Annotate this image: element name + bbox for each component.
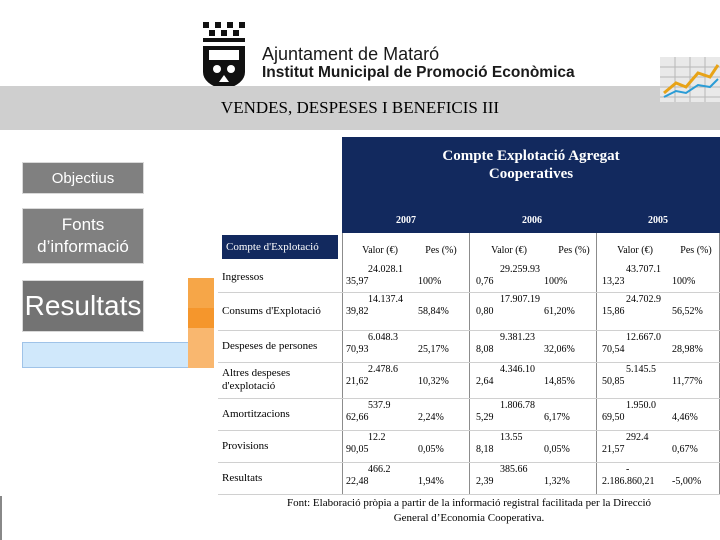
value-upper: 9.381.23 xyxy=(500,332,535,343)
corner-label: Compte d'Explotació xyxy=(226,241,319,253)
page-title-wrap xyxy=(0,86,720,130)
year-label: 2006 xyxy=(522,215,542,226)
weight-value: -5,00% xyxy=(672,476,702,487)
weight-value: 100% xyxy=(544,276,568,287)
row-label: Consums d'Explotació xyxy=(222,304,321,317)
weight-value: 1,94% xyxy=(418,476,444,487)
footnote xyxy=(218,496,720,526)
sidebar-item-label: Objectius xyxy=(51,169,115,187)
value-upper: 12.2 xyxy=(368,432,386,443)
value-lower: 15,86 xyxy=(602,306,625,317)
weight-value: 0,05% xyxy=(544,444,570,455)
value-lower: 62,66 xyxy=(346,412,369,423)
value-upper: 17.907.19 xyxy=(500,294,540,305)
weight-value: 58,84% xyxy=(418,306,449,317)
sidebar-item-label: Fonts d’informació xyxy=(37,215,129,256)
value-lower: 22,48 xyxy=(346,476,369,487)
value-upper: 14.137.4 xyxy=(368,294,403,305)
sidebar-item-resultats[interactable] xyxy=(22,280,144,332)
value-lower: 50,85 xyxy=(602,376,625,387)
weight-value: 28,98% xyxy=(672,344,703,355)
row-label: Altres despeses d'explotació xyxy=(222,367,291,392)
col-header-weight: Pes (%) xyxy=(680,245,712,256)
accent-block xyxy=(188,328,214,368)
page-edge xyxy=(0,496,2,540)
value-upper: 24.702.9 xyxy=(626,294,661,305)
sidebar-item-fonts-informacio[interactable] xyxy=(22,208,144,264)
value-lower: 2.186.860,21 xyxy=(602,476,655,487)
col-header-value: Valor (€) xyxy=(617,245,653,256)
value-lower: 70,54 xyxy=(602,344,625,355)
value-upper: 13.55 xyxy=(500,432,523,443)
value-lower: 5,29 xyxy=(476,412,494,423)
weight-value: 100% xyxy=(418,276,442,287)
value-lower: 21,62 xyxy=(346,376,369,387)
weight-value: 32,06% xyxy=(544,344,575,355)
row-label: Ingressos xyxy=(222,270,264,283)
sidebar-item-objectius[interactable] xyxy=(22,162,144,194)
weight-value: 25,17% xyxy=(418,344,449,355)
col-header-value: Valor (€) xyxy=(362,245,398,256)
years-band xyxy=(342,195,720,233)
org-name xyxy=(262,44,575,82)
org-name-line2: Institut Municipal de Promoció Econòmica xyxy=(262,64,575,81)
weight-value: 1,32% xyxy=(544,476,570,487)
accent-block xyxy=(188,308,214,328)
value-upper: 6.048.3 xyxy=(368,332,398,343)
value-lower: 90,05 xyxy=(346,444,369,455)
value-lower: 69,50 xyxy=(602,412,625,423)
table-title-line2: Cooperatives xyxy=(488,166,574,182)
value-upper: 292.4 xyxy=(626,432,649,443)
value-upper: 24.028.1 xyxy=(368,264,403,275)
col-header-weight: Pes (%) xyxy=(558,245,590,256)
grid-line xyxy=(342,233,343,495)
value-lower: 0,76 xyxy=(476,276,494,287)
row-label: Provisions xyxy=(222,439,269,452)
weight-value: 6,17% xyxy=(544,412,570,423)
value-lower: 35,97 xyxy=(346,276,369,287)
value-upper: - xyxy=(626,464,630,475)
value-lower: 13,23 xyxy=(602,276,625,287)
grid-line xyxy=(596,233,597,495)
accent-block xyxy=(188,278,214,308)
weight-value: 10,32% xyxy=(418,376,449,387)
value-lower: 2,64 xyxy=(476,376,494,387)
table-title xyxy=(342,147,720,183)
value-lower: 8,18 xyxy=(476,444,494,455)
weight-value: 0,05% xyxy=(418,444,444,455)
weight-value: 11,77% xyxy=(672,376,703,387)
col-header-weight: Pes (%) xyxy=(425,245,457,256)
weight-value: 14,85% xyxy=(544,376,575,387)
table-title-line1: Compte Explotació Agregat xyxy=(442,148,620,164)
footnote-line1: Font: Elaboració pròpia a partir de la informació registral facilitada per la Direcció xyxy=(286,497,652,509)
value-lower: 39,82 xyxy=(346,306,369,317)
value-upper: 466.2 xyxy=(368,464,391,475)
value-upper: 1.950.0 xyxy=(626,400,656,411)
value-lower: 2,39 xyxy=(476,476,494,487)
value-lower: 0,80 xyxy=(476,306,494,317)
value-upper: 1.806.78 xyxy=(500,400,535,411)
page-title: VENDES, DESPESES I BENEFICIS III xyxy=(220,98,500,117)
row-label: Resultats xyxy=(222,471,263,484)
sidebar-selection-bar[interactable] xyxy=(22,342,190,368)
grid-line xyxy=(469,233,470,495)
weight-value: 61,20% xyxy=(544,306,575,317)
value-upper: 2.478.6 xyxy=(368,364,398,375)
value-lower: 8,08 xyxy=(476,344,494,355)
weight-value: 100% xyxy=(672,276,696,287)
weight-value: 56,52% xyxy=(672,306,703,317)
org-name-line1: Ajuntament de Mataró xyxy=(262,44,440,64)
row-label: Amortitzacions xyxy=(222,407,290,420)
year-label: 2005 xyxy=(648,215,668,226)
value-upper: 12.667.0 xyxy=(626,332,661,343)
row-label: Despeses de persones xyxy=(222,339,318,352)
year-label: 2007 xyxy=(396,215,416,226)
weight-value: 0,67% xyxy=(672,444,698,455)
weight-value: 4,46% xyxy=(672,412,698,423)
value-upper: 537.9 xyxy=(368,400,391,411)
sidebar-item-label: Resultats xyxy=(24,290,142,321)
weight-value: 2,24% xyxy=(418,412,444,423)
value-lower: 70,93 xyxy=(346,344,369,355)
value-upper: 385.66 xyxy=(500,464,528,475)
value-lower: 21,57 xyxy=(602,444,625,455)
value-upper: 43.707.1 xyxy=(626,264,661,275)
value-upper: 4.346.10 xyxy=(500,364,535,375)
value-upper: 5.145.5 xyxy=(626,364,656,375)
footnote-line2: General d’Economia Cooperativa. xyxy=(393,512,545,524)
value-upper: 29.259.93 xyxy=(500,264,540,275)
col-header-value: Valor (€) xyxy=(491,245,527,256)
row-divider xyxy=(218,494,720,495)
